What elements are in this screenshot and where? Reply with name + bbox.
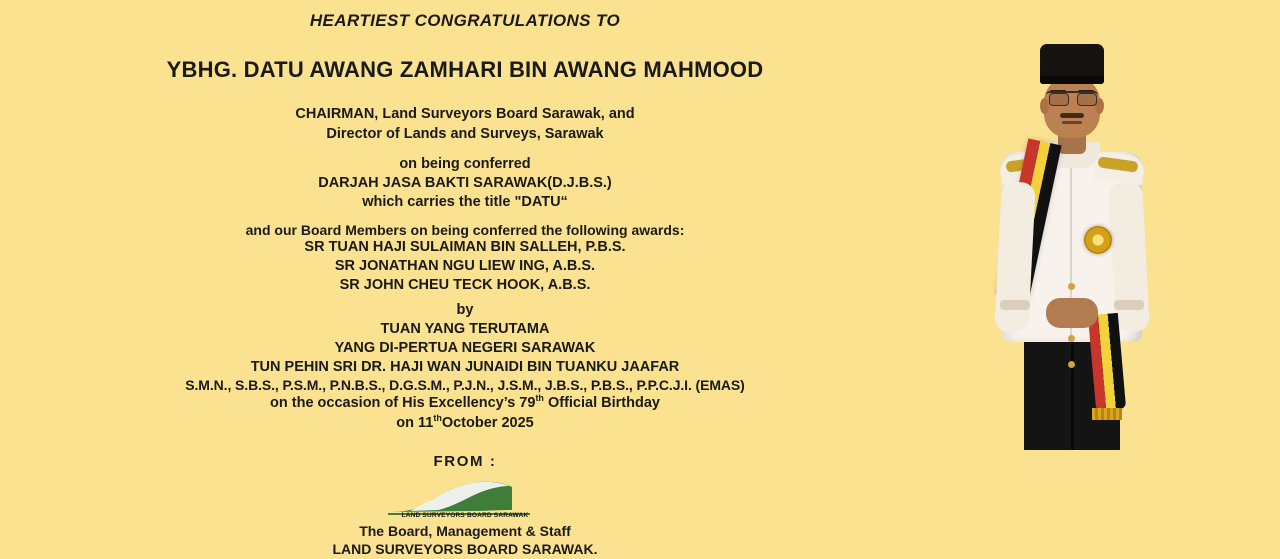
portrait-left-cuff <box>1000 300 1030 310</box>
portrait-right-cuff <box>1114 300 1144 310</box>
board-member-1: SR TUAN HAJI SULAIMAN BIN SALLEH, P.B.S. <box>304 238 626 255</box>
land-surveyors-board-sarawak-logo <box>380 478 550 520</box>
board-members-intro: and our Board Members on being conferred the following awards: <box>245 221 685 238</box>
honoree-role-line-1: CHAIRMAN, Land Surveyors Board Sarawak, and <box>295 106 635 122</box>
sender-line-2: LAND SURVEYORS BOARD SARAWAK. <box>332 541 598 558</box>
date-suffix: October 2025 <box>441 415 534 432</box>
conferrer-title-2: YANG DI-PERTUA NEGERI SARAWAK <box>334 340 596 357</box>
logo-container <box>0 478 930 520</box>
portrait-trouser-crease <box>1071 340 1074 450</box>
honoree-name: YBHG. DATU AWANG ZAMHARI BIN AWANG MAHMOOD <box>166 57 764 82</box>
portrait-right-arm <box>1108 181 1150 333</box>
award-title: DARJAH JASA BAKTI SARAWAK(D.J.B.S.) <box>318 175 612 192</box>
on-being-conferred-text: on being conferred <box>399 156 531 173</box>
honoree-role-line-2: Director of Lands and Surveys, Sarawak <box>326 125 604 142</box>
portrait-songkok-band <box>1040 76 1104 84</box>
portrait-head <box>1044 76 1100 138</box>
by-text: by <box>456 301 474 318</box>
board-member-3: SR JOHN CHEU TECK HOOK, A.B.S. <box>339 276 591 293</box>
occasion-ordinal-suffix: th <box>535 393 544 404</box>
portrait-mustache <box>1060 113 1084 118</box>
board-member-2: SR JONATHAN NGU LIEW ING, A.B.S. <box>334 257 596 274</box>
occasion-suffix: Official Birthday <box>543 395 660 412</box>
portrait-glasses <box>1046 91 1098 106</box>
conferrer-title-1: TUAN YANG TERUTAMA <box>380 321 550 337</box>
occasion-line <box>0 393 930 413</box>
portrait-jacket-buttons <box>1068 283 1075 290</box>
occasion-prefix: on the occasion of His Excellency’s 79 <box>270 395 536 412</box>
from-label: FROM : <box>433 453 497 471</box>
conferrer-name: TUN PEHIN SRI DR. HAJI WAN JUNAIDI BIN TUANKU JAAFAR <box>250 359 680 376</box>
date-ordinal-suffix: th <box>433 413 442 424</box>
portrait-mouth <box>1062 121 1082 124</box>
portrait-medal-star <box>1084 226 1112 254</box>
conferrer-honours: S.M.N., S.B.S., P.S.M., P.N.B.S., D.G.S.M., P.J.N., J.S.M., J.B.S., P.B.S., P.P.C.J.I. (EMAS) <box>185 377 745 394</box>
portrait-clasped-hands <box>1046 298 1098 328</box>
portrait-sash-fringe <box>1092 408 1122 420</box>
date-line <box>0 413 930 433</box>
sender-line-1: The Board, Management & Staff <box>359 523 571 540</box>
logo-wordmark: LAND SURVEYORS BOARD SARAWAK <box>401 512 529 520</box>
heartiest-congratulations-heading: HEARTIEST CONGRATULATIONS TO <box>309 11 621 30</box>
date-prefix: on 11 <box>396 415 434 432</box>
award-title-carries: which carries the title "DATU“ <box>362 194 568 211</box>
honoree-portrait-photo <box>972 10 1172 450</box>
